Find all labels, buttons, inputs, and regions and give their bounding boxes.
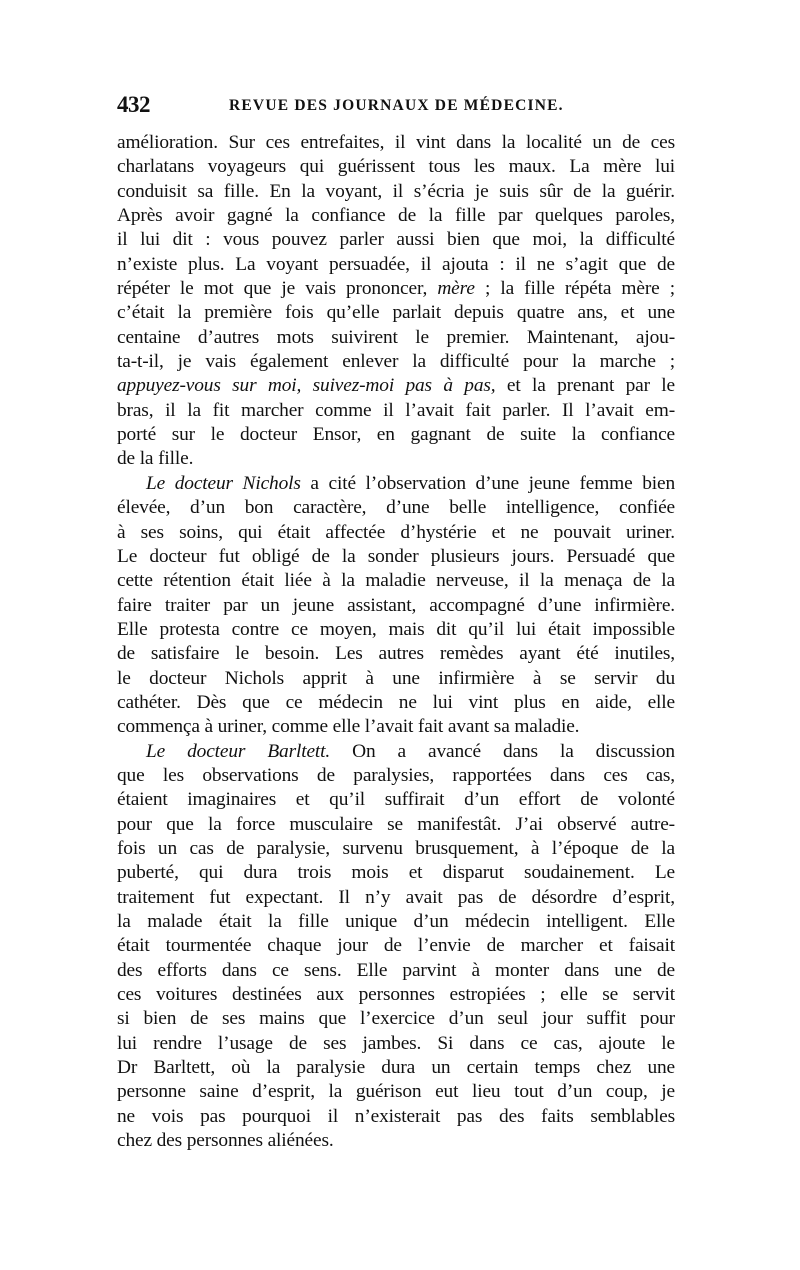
text-line: de la fille.: [117, 448, 194, 470]
text-line: commença à uriner, comme elle l’avait fait avant sa maladie.: [117, 716, 580, 738]
text-line: centaine d’autres mots suivirent le premier. Maintenant, ajou-: [117, 326, 675, 348]
text-line: c’était la première fois qu’elle parlait depuis quatre ans, et une: [117, 302, 675, 324]
italic-run: mère: [437, 278, 475, 300]
text-line: élevée, d’un bon caractère, d’une belle intelligence, confiée: [117, 497, 675, 519]
text-line: puberté, qui dura trois mois et disparut soudainement. Le: [117, 862, 675, 884]
text-line: personne saine d’esprit, la guérison eut lieu tout d’un coup, je: [117, 1081, 675, 1103]
text-line: lui rendre l’usage de ses jambes. Si dans ce cas, ajoute le: [117, 1032, 675, 1054]
text-line: la malade était la fille unique d’un médecin intelligent. Elle: [117, 911, 675, 932]
text-line: chez des personnes aliénées.: [117, 1130, 334, 1152]
text-line: de satisfaire le besoin. Les autres remèdes ayant été inutiles,: [117, 643, 675, 665]
text-run: On a avancé dans la discussion: [330, 740, 675, 762]
text-line: Le docteur fut obligé de la sonder plusieurs jours. Persuadé que: [117, 545, 675, 567]
text-line: Elle protesta contre ce moyen, mais dit qu’il lui était impossible: [117, 618, 675, 640]
text-line: faire traiter par un jeune assistant, accompagné d’une infirmière.: [117, 594, 675, 616]
text-line: pour que la force musculaire se manifestât. J’ai observé autre-: [117, 813, 675, 835]
text-run: et la prenant par le: [495, 375, 675, 397]
text-line: traitement fut expectant. Il n’y avait pas de désordre d’esprit,: [117, 886, 675, 908]
text-line: ta-t-il, je vais également enlever la difficulté pour la marche ;: [117, 351, 675, 373]
text-line: Dr Barltett, où la paralysie dura un certain temps chez une: [117, 1057, 675, 1079]
italic-run: appuyez-vous sur moi, suivez-moi pas à pas,: [117, 375, 496, 397]
text-line: le docteur Nichols apprit à une infirmière à se servir du: [117, 667, 675, 689]
text-line: à ses soins, qui était affectée d’hystérie et ne pouvait uriner.: [117, 521, 675, 543]
text-line: ces voitures destinées aux personnes estropiées ; elle se servit: [117, 984, 675, 1006]
body-text: [117, 131, 675, 1153]
text-line: [117, 740, 675, 764]
text-line: bras, il la fit marcher comme il l’avait fait parler. Il l’avait em-: [117, 399, 675, 421]
running-title: REVUE DES JOURNAUX DE MÉDECINE.: [229, 97, 564, 114]
text-line: [117, 277, 675, 301]
page-number: 432: [117, 92, 150, 117]
text-line: fois un cas de paralysie, survenu brusquement, à l’époque de la: [117, 837, 675, 859]
text-line: [117, 374, 675, 398]
text-run: a cité l’observation d’une jeune femme bien: [300, 472, 675, 494]
text-line: porté sur le docteur Ensor, en gagnant de suite la confiance: [117, 424, 675, 446]
italic-run: Le docteur Barltett.: [146, 740, 331, 762]
text-line: charlatans voyageurs qui guérissent tous les maux. La mère lui: [117, 156, 675, 178]
text-line: cathéter. Dès que ce médecin ne lui vint plus en aide, elle: [117, 691, 675, 713]
text-line: était tourmentée chaque jour de l’envie de marcher et faisait: [117, 935, 675, 957]
text-line: des efforts dans ce sens. Elle parvint à monter dans une de: [117, 959, 675, 981]
text-line: cette rétention était liée à la maladie nerveuse, il la menaça de la: [117, 570, 675, 592]
text-line: [117, 472, 675, 496]
text-line: conduisit sa fille. En la voyant, il s’écria je suis sûr de la guérir.: [117, 180, 675, 202]
text-line: ne vois pas pourquoi il n’existerait pas des faits semblables: [117, 1105, 675, 1127]
page-header: [117, 92, 677, 122]
text-line: que les observations de paralysies, rapportées dans ces cas,: [117, 764, 675, 786]
text-run: ; la fille répéta mère ;: [474, 278, 675, 300]
italic-run: Le docteur Nichols: [146, 472, 301, 494]
text-line: si bien de ses mains que l’exercice d’un seul jour suffit pour: [117, 1008, 675, 1030]
text-line: amélioration. Sur ces entrefaites, il vint dans la localité un de ces: [117, 132, 675, 153]
text-run: répéter le mot que je vais prononcer,: [117, 278, 438, 300]
text-line: Après avoir gagné la confiance de la fille par quelques paroles,: [117, 205, 675, 227]
text-line: il lui dit : vous pouvez parler aussi bien que moi, la difficulté: [117, 229, 675, 251]
text-line: étaient imaginaires et qu’il suffirait d’un effort de volonté: [117, 789, 675, 811]
text-line: n’existe plus. La voyant persuadée, il ajouta : il ne s’agit que de: [117, 253, 675, 275]
